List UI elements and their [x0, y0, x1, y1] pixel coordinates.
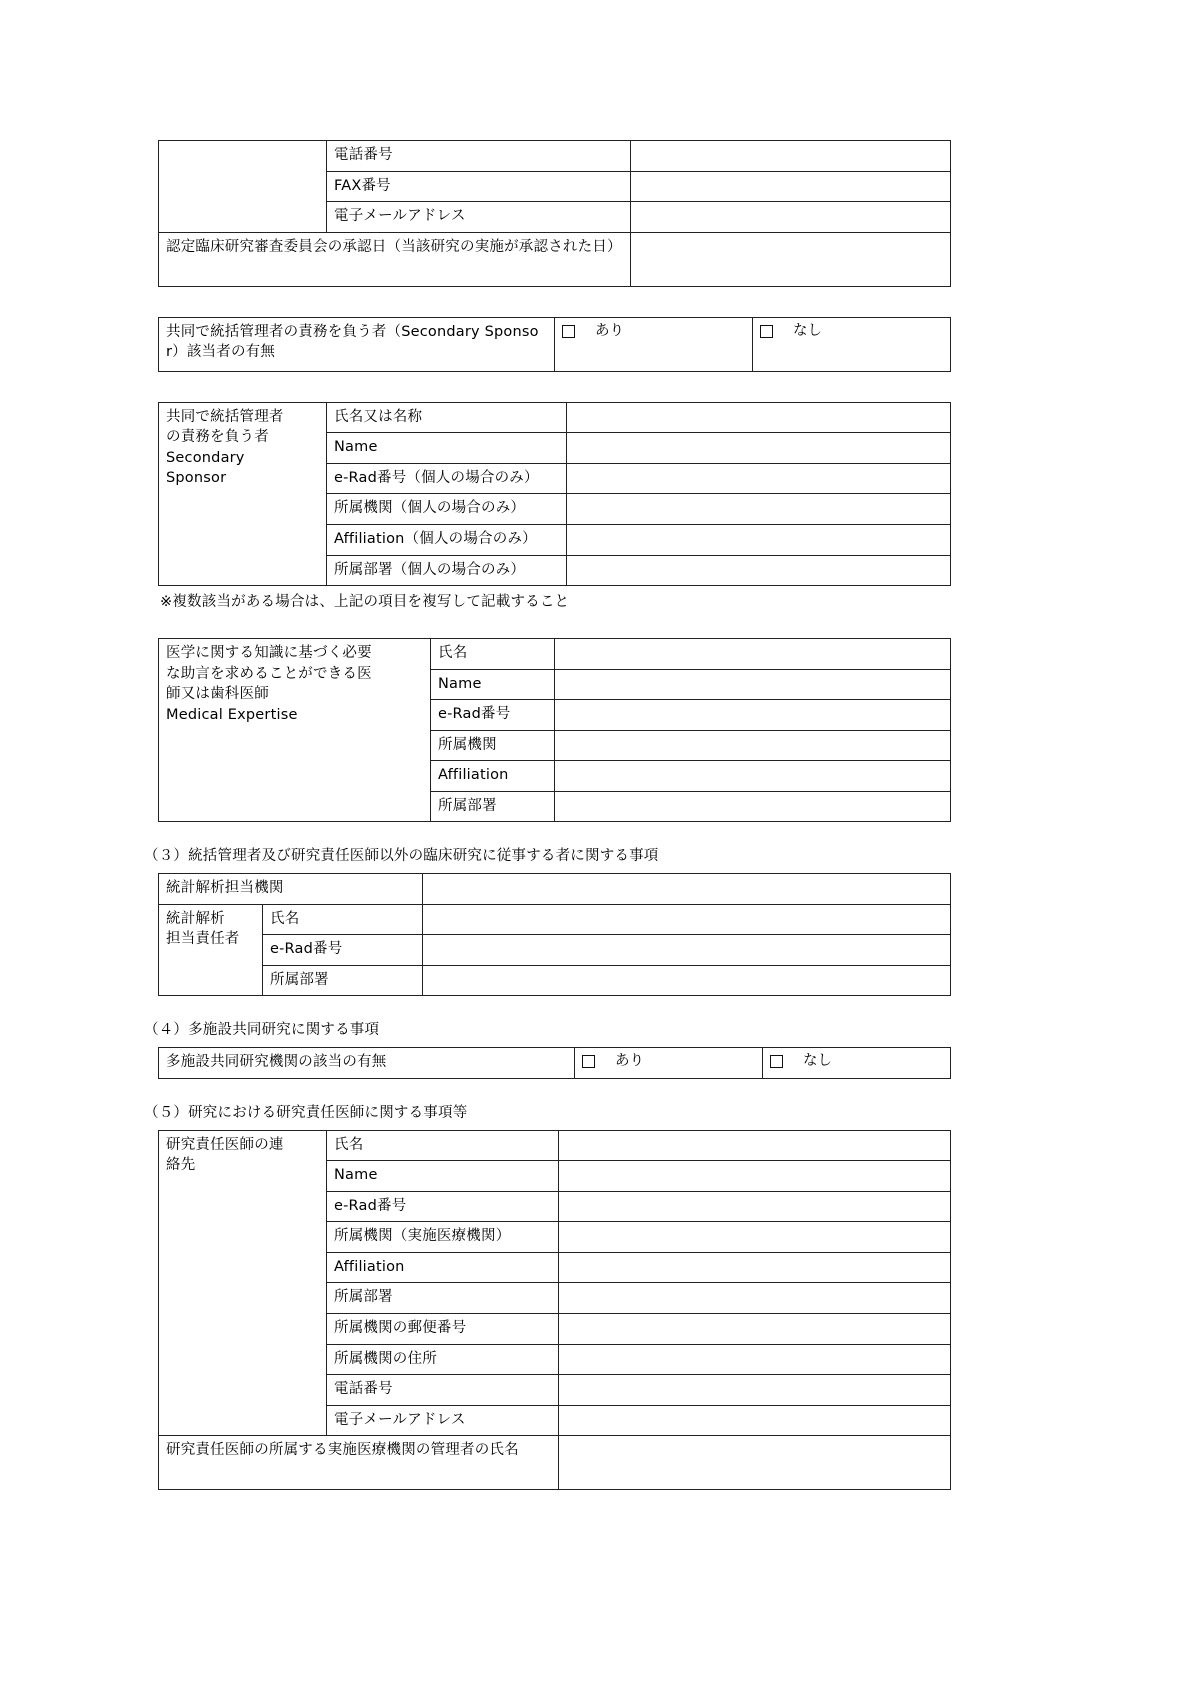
multicenter-yes-cell[interactable] — [575, 1048, 763, 1079]
pi-email-label: 電子メールアドレス — [327, 1405, 559, 1436]
principal-investigator-table — [158, 1130, 951, 1491]
pi-postal-code-value[interactable] — [559, 1314, 951, 1345]
empty-checkbox-icon[interactable] — [760, 325, 773, 338]
pi-email-value[interactable] — [559, 1405, 951, 1436]
secondary-sponsor-group-label — [159, 402, 327, 585]
table-row — [159, 874, 951, 905]
pi-name-jp-value[interactable] — [559, 1130, 951, 1161]
pi-address-value[interactable] — [559, 1344, 951, 1375]
stat-org-label: 統計解析担当機関 — [159, 874, 423, 905]
multicenter-no-label: なし — [803, 1053, 832, 1070]
table-row — [159, 638, 951, 669]
empty-checkbox-icon[interactable] — [562, 325, 575, 338]
ss-erad-label: e-Rad番号（個人の場合のみ） — [327, 463, 567, 494]
stat-name-value[interactable] — [423, 904, 951, 935]
contact-and-approval-table — [158, 140, 951, 287]
ss-department-label: 所属部署（個人の場合のみ） — [327, 555, 567, 586]
pi-contact-group-label — [159, 1130, 327, 1436]
stat-person-group-label — [159, 904, 263, 996]
irb-approval-date-label: 認定臨床研究審査委員会の承認日（当該研究の実施が承認された日） — [159, 232, 631, 286]
ss-affiliation-jp-label: 所属機関（個人の場合のみ） — [327, 494, 567, 525]
secondary-sponsor-yes-cell[interactable] — [555, 317, 753, 371]
multicenter-no-cell[interactable] — [763, 1048, 951, 1079]
table-row — [159, 1130, 951, 1161]
pi-erad-value[interactable] — [559, 1191, 951, 1222]
multicenter-study-table — [158, 1047, 951, 1079]
me-affiliation-en-value[interactable] — [555, 761, 951, 792]
me-department-label: 所属部署 — [431, 791, 555, 822]
table-row — [159, 1436, 951, 1490]
pi-department-label: 所属部署 — [327, 1283, 559, 1314]
medical-expertise-line-1: 医学に関する知識に基づく必要 — [166, 644, 372, 661]
phone-label: 電話番号 — [327, 141, 631, 172]
ss-name-jp-value[interactable] — [567, 402, 951, 433]
pi-department-value[interactable] — [559, 1283, 951, 1314]
empty-checkbox-icon[interactable] — [770, 1055, 783, 1068]
stat-name-label: 氏名 — [263, 904, 423, 935]
table-row — [159, 935, 951, 966]
me-name-jp-value[interactable] — [555, 638, 951, 669]
duplicate-entry-note: ※複数該当がある場合は、上記の項目を複写して記載すること — [160, 594, 570, 611]
pi-affiliation-jp-value[interactable] — [559, 1222, 951, 1253]
ss-name-en-label: Name — [327, 433, 567, 464]
me-affiliation-jp-value[interactable] — [555, 730, 951, 761]
secondary-sponsor-presence-table — [158, 317, 951, 372]
statistics-staff-table — [158, 873, 951, 996]
ss-department-value[interactable] — [567, 555, 951, 586]
secondary-sponsor-detail-table — [158, 402, 951, 586]
pi-name-jp-label: 氏名 — [327, 1130, 559, 1161]
stat-department-value[interactable] — [423, 965, 951, 996]
ss-name-en-value[interactable] — [567, 433, 951, 464]
section-4-heading: （４）多施設共同研究に関する事項 — [144, 1022, 380, 1039]
empty-checkbox-icon[interactable] — [582, 1055, 595, 1068]
table-row — [159, 232, 951, 286]
secondary-sponsor-no-label: なし — [793, 322, 822, 339]
hospital-director-name-label: 研究責任医師の所属する実施医療機関の管理者の氏名 — [159, 1436, 559, 1490]
me-erad-label: e-Rad番号 — [431, 700, 555, 731]
pi-name-en-value[interactable] — [559, 1161, 951, 1192]
medical-expertise-group-label — [159, 638, 431, 821]
stat-erad-value[interactable] — [423, 935, 951, 966]
table-row — [159, 1048, 951, 1079]
phone-value[interactable] — [631, 141, 951, 172]
multicenter-label: 多施設共同研究機関の該当の有無 — [159, 1048, 575, 1079]
me-erad-value[interactable] — [555, 700, 951, 731]
ss-affiliation-jp-value[interactable] — [567, 494, 951, 525]
ss-affiliation-en-label: Affiliation（個人の場合のみ） — [327, 525, 567, 556]
stat-org-value[interactable] — [423, 874, 951, 905]
empty-left-cell — [159, 141, 327, 233]
table-row — [159, 141, 951, 172]
secondary-sponsor-group-line-1: 共同で統括管理者 — [166, 408, 284, 425]
email-label: 電子メールアドレス — [327, 202, 631, 233]
secondary-sponsor-yes-label: あり — [595, 322, 624, 339]
stat-erad-label: e-Rad番号 — [263, 935, 423, 966]
medical-expertise-line-4: Medical Expertise — [166, 706, 298, 723]
medical-expertise-line-2: な助言を求めることができる医 — [166, 665, 372, 682]
pi-phone-value[interactable] — [559, 1375, 951, 1406]
form-sheet — [144, 140, 950, 1490]
medical-expertise-line-3: 師又は歯科医師 — [166, 686, 269, 703]
secondary-sponsor-presence-label: 共同で統括管理者の責務を負う者（Secondary Sponsor）該当者の有無 — [159, 317, 555, 371]
ss-name-jp-label: 氏名又は名称 — [327, 402, 567, 433]
stat-person-line-1: 統計解析 — [166, 910, 225, 927]
secondary-sponsor-group-line-3: Secondary — [166, 449, 245, 466]
email-value[interactable] — [631, 202, 951, 233]
me-name-en-label: Name — [431, 669, 555, 700]
medical-expertise-table — [158, 638, 951, 822]
section-3-heading: （３）統括管理者及び研究責任医師以外の臨床研究に従事する者に関する事項 — [144, 848, 659, 865]
pi-postal-code-label: 所属機関の郵便番号 — [327, 1314, 559, 1345]
me-name-en-value[interactable] — [555, 669, 951, 700]
me-affiliation-jp-label: 所属機関 — [431, 730, 555, 761]
multicenter-yes-label: あり — [615, 1053, 644, 1070]
irb-approval-date-value[interactable] — [631, 232, 951, 286]
table-row — [159, 965, 951, 996]
table-row — [159, 904, 951, 935]
pi-erad-label: e-Rad番号 — [327, 1191, 559, 1222]
stat-person-line-2: 担当責任者 — [166, 931, 240, 948]
pi-affiliation-en-value[interactable] — [559, 1252, 951, 1283]
fax-value[interactable] — [631, 171, 951, 202]
me-department-value[interactable] — [555, 791, 951, 822]
hospital-director-name-value[interactable] — [559, 1436, 951, 1490]
me-affiliation-en-label: Affiliation — [431, 761, 555, 792]
pi-affiliation-en-label: Affiliation — [327, 1252, 559, 1283]
pi-affiliation-jp-label: 所属機関（実施医療機関） — [327, 1222, 559, 1253]
ss-erad-value[interactable] — [567, 463, 951, 494]
table-row — [159, 317, 951, 371]
section-5-heading: （５）研究における研究責任医師に関する事項等 — [144, 1104, 468, 1121]
pi-contact-line-1: 研究責任医師の連 — [166, 1136, 284, 1153]
me-name-jp-label: 氏名 — [431, 638, 555, 669]
ss-affiliation-en-value[interactable] — [567, 525, 951, 556]
pi-address-label: 所属機関の住所 — [327, 1344, 559, 1375]
table-row — [159, 402, 951, 433]
pi-name-en-label: Name — [327, 1161, 559, 1192]
secondary-sponsor-group-line-4: Sponsor — [166, 470, 227, 487]
secondary-sponsor-no-cell[interactable] — [753, 317, 951, 371]
fax-label: FAX番号 — [327, 171, 631, 202]
pi-phone-label: 電話番号 — [327, 1375, 559, 1406]
stat-department-label: 所属部署 — [263, 965, 423, 996]
secondary-sponsor-group-line-2: の責務を負う者 — [166, 429, 269, 446]
pi-contact-line-2: 絡先 — [166, 1157, 196, 1174]
